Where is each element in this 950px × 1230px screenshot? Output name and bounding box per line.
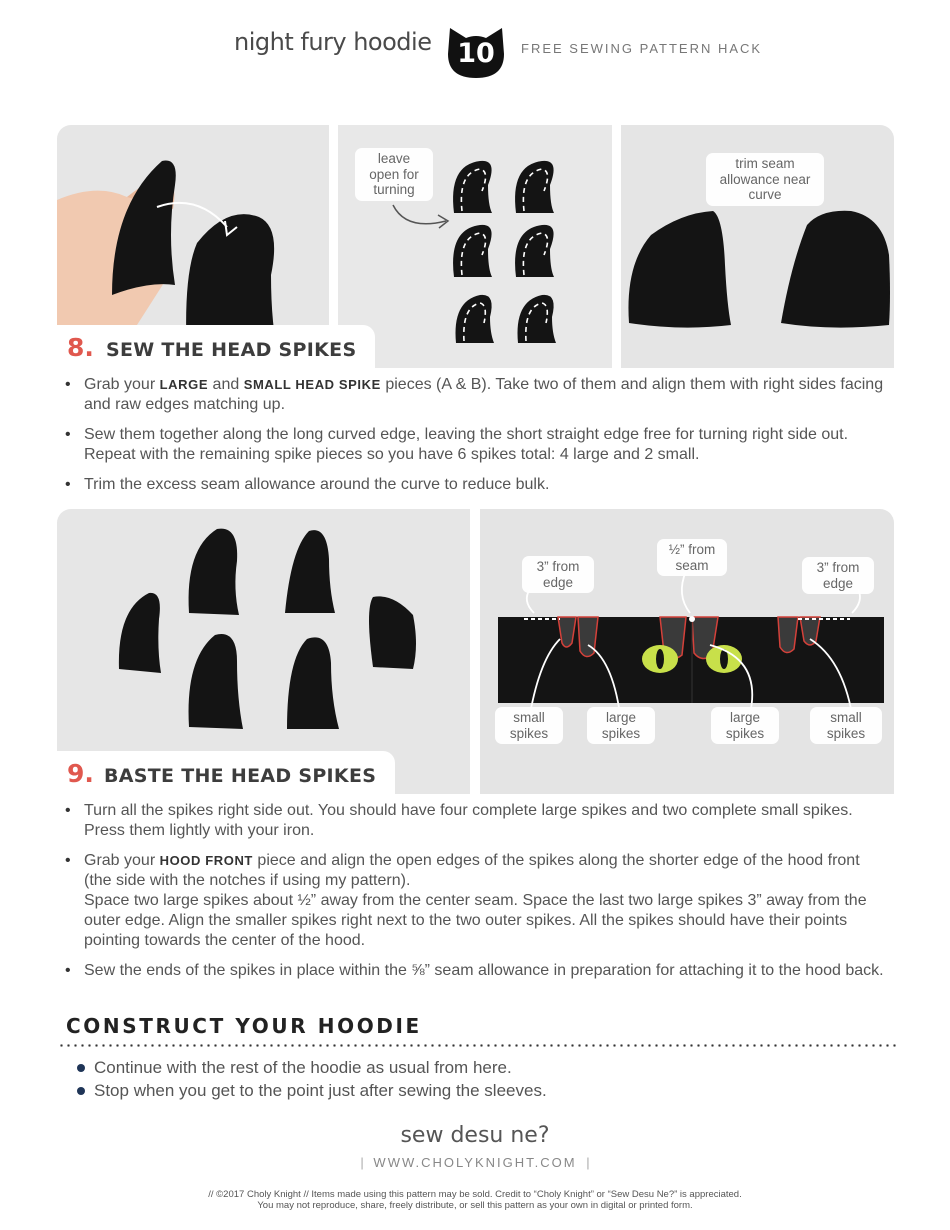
construct-list <box>74 1056 874 1102</box>
list-item: Stop when you get to the point just after sewing the sleeves. <box>74 1079 874 1102</box>
step-9-number: 9. <box>67 759 94 788</box>
step-8-title: SEW THE HEAD SPIKES <box>106 339 357 361</box>
keyword-hood-front: HOOD FRONT <box>159 853 253 868</box>
callout-small-spikes-right: small spikes <box>810 707 882 744</box>
list-item: • Grab your HOOD FRONT piece and align the open edges of the spikes along the shorter edge of the hood front (the side with the notches if using my pattern). Space two large spikes about ½” away from the center seam. Space the last two large spikes 3” away from the outer edge. Align the smaller spikes right next to the two outer spikes. All the spikes should have their points pointing towards the center of the hood. <box>58 851 884 951</box>
callout-half-in-from-seam: ½” from seam <box>657 539 727 576</box>
dotted-divider <box>58 1044 896 1047</box>
footer-url[interactable]: | WWW.CHOLYKNIGHT.COM | <box>360 1155 590 1170</box>
document-title: night fury hoodie <box>234 28 432 56</box>
footer-url-link[interactable]: WWW.CHOLYKNIGHT.COM <box>373 1155 577 1170</box>
callout-large-spikes-left: large spikes <box>587 707 655 744</box>
callout-trim-seam: trim seam allowance near curve <box>706 153 824 206</box>
step-9-list <box>58 801 884 991</box>
keyword-large: LARGE <box>159 377 209 392</box>
callout-large-spikes-right: large spikes <box>711 707 779 744</box>
callout-small-spikes-left: small spikes <box>495 707 563 744</box>
list-item: • Turn all the spikes right side out. You should have four complete large spikes and two complete small spikes. Press them lightly with your iron. <box>58 801 884 841</box>
list-item: • Sew the ends of the spikes in place within the ⅝” seam allowance in preparation for attaching it to the hood back. <box>58 961 884 981</box>
legal-line-2: You may not reproduce, share, freely distribute, or sell this pattern as your own in digital or printed form. <box>257 1200 693 1211</box>
document-subtitle: FREE SEWING PATTERN HACK <box>521 41 763 56</box>
footer-brand: sew desu ne? <box>400 1123 550 1148</box>
step-8-number: 8. <box>67 333 94 362</box>
step-9-title: BASTE THE HEAD SPIKES <box>104 765 377 787</box>
callout-3in-from-edge-left: 3” from edge <box>522 556 594 593</box>
list-item: • Grab your LARGE and SMALL HEAD SPIKE pieces (A & B). Take two of them and align them with right sides facing and raw edges matching up. <box>58 375 884 415</box>
page-number: 10 <box>457 38 495 69</box>
construct-heading: CONSTRUCT YOUR HOODIE <box>66 1014 422 1038</box>
list-item: • Sew them together along the long curved edge, leaving the short straight edge free for turning right side out. Repeat with the remaining spike pieces so you have 6 spikes total: 4 large and 2 small. <box>58 425 884 465</box>
list-item: Continue with the rest of the hoodie as usual from here. <box>74 1056 874 1079</box>
keyword-small-head-spike: SMALL HEAD SPIKE <box>243 377 381 392</box>
callout-leave-open: leave open for turning <box>355 148 433 201</box>
legal-line-1: // ©2017 Choly Knight // Items made using this pattern may be sold. Credit to “Choly Knight” or “Sew Desu Ne?” is appreciated. <box>208 1189 742 1200</box>
callout-3in-from-edge-right: 3” from edge <box>802 557 874 594</box>
list-item: • Trim the excess seam allowance around the curve to reduce bulk. <box>58 475 884 495</box>
step-8-list <box>58 375 884 505</box>
